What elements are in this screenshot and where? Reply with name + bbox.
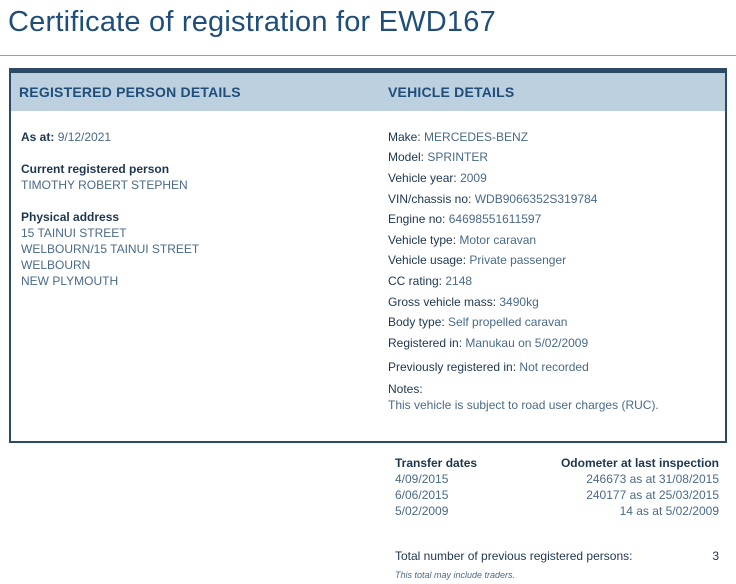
physical-address — [21, 225, 361, 289]
vehicle-vin-row — [388, 191, 597, 207]
type-label: Vehicle type: — [388, 233, 457, 247]
gvm-value: 3490kg — [499, 295, 539, 309]
cc-value: 2148 — [445, 274, 473, 288]
total-note-text: This total may include traders. — [395, 570, 516, 580]
vehicle-make-row — [388, 129, 528, 145]
odometer-reading: 14 as at 5/02/2009 — [619, 504, 719, 518]
notes-value: This vehicle is subject to road user charges (RUC). — [388, 398, 659, 412]
vehicle-type-row — [388, 232, 536, 248]
vehicle-usage-row — [388, 252, 566, 268]
address-line: 15 TAINUI STREET — [21, 226, 127, 240]
notes-label: Notes: — [388, 382, 423, 396]
previous-value: Not recorded — [519, 360, 589, 374]
vin-label: VIN/chassis no: — [388, 192, 472, 206]
transfer-date: 5/02/2009 — [395, 504, 449, 518]
year-label: Vehicle year: — [388, 171, 457, 185]
registered-value: Manukau on 5/02/2009 — [465, 336, 589, 350]
vehicle-details-heading: VEHICLE DETAILS — [388, 84, 515, 100]
transfer-date: 6/06/2015 — [395, 488, 449, 502]
odometer-heading: Odometer at last inspection — [560, 456, 719, 470]
total-previous-value: 3 — [712, 549, 719, 563]
vehicle-model-row — [388, 149, 488, 165]
as-at-value: 9/12/2021 — [57, 130, 112, 144]
address-line: WELBOURN/15 TAINUI STREET — [21, 242, 200, 256]
page-title: Certificate of registration for EWD167 — [8, 6, 496, 38]
engine-label: Engine no: — [388, 212, 446, 226]
physical-address-label: Physical address — [21, 210, 120, 224]
body-value: Self propelled caravan — [448, 315, 568, 329]
type-value: Motor caravan — [459, 233, 537, 247]
odometer-column — [520, 455, 719, 519]
model-label: Model: — [388, 150, 425, 164]
vehicle-previous-row — [388, 359, 589, 375]
engine-value: 64698551611597 — [448, 212, 542, 226]
odometer-reading: 240177 as at 25/03/2015 — [586, 488, 719, 502]
registered-label: Registered in: — [388, 336, 463, 350]
usage-value: Private passenger — [469, 253, 567, 267]
title-divider — [0, 55, 736, 56]
make-value: MERCEDES-BENZ — [424, 130, 529, 144]
transfer-dates-heading: Transfer dates — [395, 456, 478, 470]
odometer-reading: 246673 as at 31/08/2015 — [586, 472, 719, 486]
vin-value: WDB9066352S319784 — [474, 192, 598, 206]
registered-person-heading: REGISTERED PERSON DETAILS — [19, 84, 241, 100]
vehicle-year-row — [388, 170, 487, 186]
vehicle-body-row — [388, 314, 567, 330]
usage-label: Vehicle usage: — [388, 253, 467, 267]
total-label-text: Total number of previous registered persons: — [395, 549, 633, 563]
gvm-label: Gross vehicle mass: — [388, 295, 497, 309]
current-person-label: Current registered person — [21, 162, 170, 176]
previous-label: Previously registered in: — [388, 360, 517, 374]
vehicle-details — [388, 129, 718, 429]
card-header — [11, 73, 725, 111]
body-label: Body type: — [388, 315, 445, 329]
transfer-dates-column — [395, 455, 477, 519]
make-label: Make: — [388, 130, 421, 144]
total-note — [395, 566, 515, 583]
certificate-card — [9, 68, 727, 443]
address-line: NEW PLYMOUTH — [21, 274, 119, 288]
vehicle-cc-row — [388, 273, 472, 289]
as-at-label: As at: — [21, 130, 55, 144]
vehicle-engine-row — [388, 211, 541, 227]
cc-label: CC rating: — [388, 274, 443, 288]
total-previous-label — [395, 548, 632, 564]
as-at-row — [21, 129, 361, 145]
transfer-date: 4/09/2015 — [395, 472, 449, 486]
year-value: 2009 — [460, 171, 487, 185]
vehicle-gvm-row — [388, 294, 539, 310]
current-person-value: TIMOTHY ROBERT STEPHEN — [21, 178, 188, 192]
notes-block — [388, 381, 659, 413]
address-line: WELBOURN — [21, 258, 91, 272]
model-value: SPRINTER — [427, 150, 489, 164]
person-details — [21, 129, 361, 289]
vehicle-registered-row — [388, 335, 588, 351]
